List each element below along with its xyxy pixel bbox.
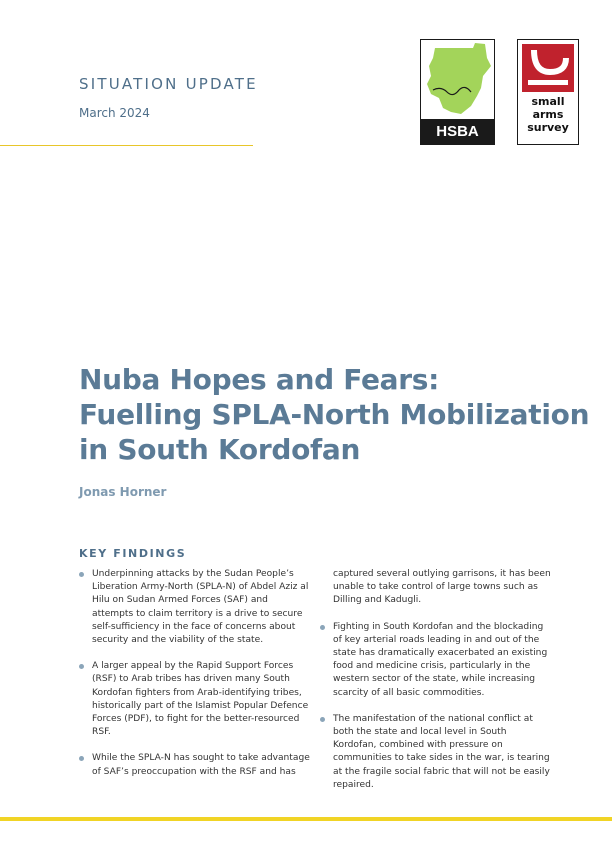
finding-item [79,752,311,778]
finding-text: The manifestation of the national conflict at both the state and local level in South Kordofan, combined with pressure on communities to take sides in the war, is tearing at the fragile social fabric that will not be easily repaired. [333,713,550,790]
finding-item [320,713,552,792]
title-line: Nuba Hopes and Fears: [79,363,440,396]
findings-column-left [79,568,311,792]
logo-word: arms [532,108,564,121]
title-line: in South Kordofan [79,433,361,466]
footer-accent-bar [0,817,612,821]
bullet-icon [320,717,325,722]
small-arms-survey-mark-icon [522,44,574,92]
hsba-logo [420,39,495,145]
small-arms-survey-logo [517,39,579,145]
bullet-icon [79,572,84,577]
findings-column-right [320,568,552,805]
finding-text: Fighting in South Kordofan and the blockading of key arterial roads leading in and out of the state has dramatically exacerbated an existing food and medicine crisis, particularly in the western sector of the state, while increasing scarcity of all basic commodities. [333,621,548,698]
logo-word: survey [527,121,569,134]
finding-continuation: captured several outlying garrisons, it has been unable to take control of large towns such as Dilling and Kadugli. [333,569,551,606]
bullet-icon [320,625,325,630]
title-line: Fuelling SPLA-North Mobilization [79,398,590,431]
finding-text: A larger appeal by the Rapid Support Forces (RSF) to Arab tribes has driven many South Kordofan fighters from Arab-identifying tribes, historically part of the Islamist Popular Defence Forces (PDF), to fight for the better-resourced RSF. [92,661,309,738]
small-arms-survey-words [518,95,578,134]
key-findings-heading: KEY FINDINGS [79,547,187,560]
publication-date: March 2024 [79,106,150,120]
page-title [79,362,590,467]
finding-item [320,621,552,700]
finding-text: While the SPLA-N has sought to take advantage of SAF’s preoccupation with the RSF and has [92,753,310,777]
hsba-logo-text: HSBA [421,119,494,144]
finding-text: Underpinning attacks by the Sudan People’s Liberation Army-North (SPLA-N) of Abdel Aziz al Hilu on Sudan Armed Forces (SAF) and attempts to claim territory is a drive to secure self-sufficiency in the face of concerns about security and the viability of the state. [92,569,309,646]
bullet-icon [79,664,84,669]
series-label: SITUATION UPDATE [79,75,258,93]
sudan-map-icon [421,40,494,120]
bullet-icon [79,756,84,761]
finding-item [79,568,311,647]
finding-item [79,660,311,739]
header-divider [0,145,253,146]
logo-word: small [531,95,565,108]
author-name: Jonas Horner [79,485,167,499]
